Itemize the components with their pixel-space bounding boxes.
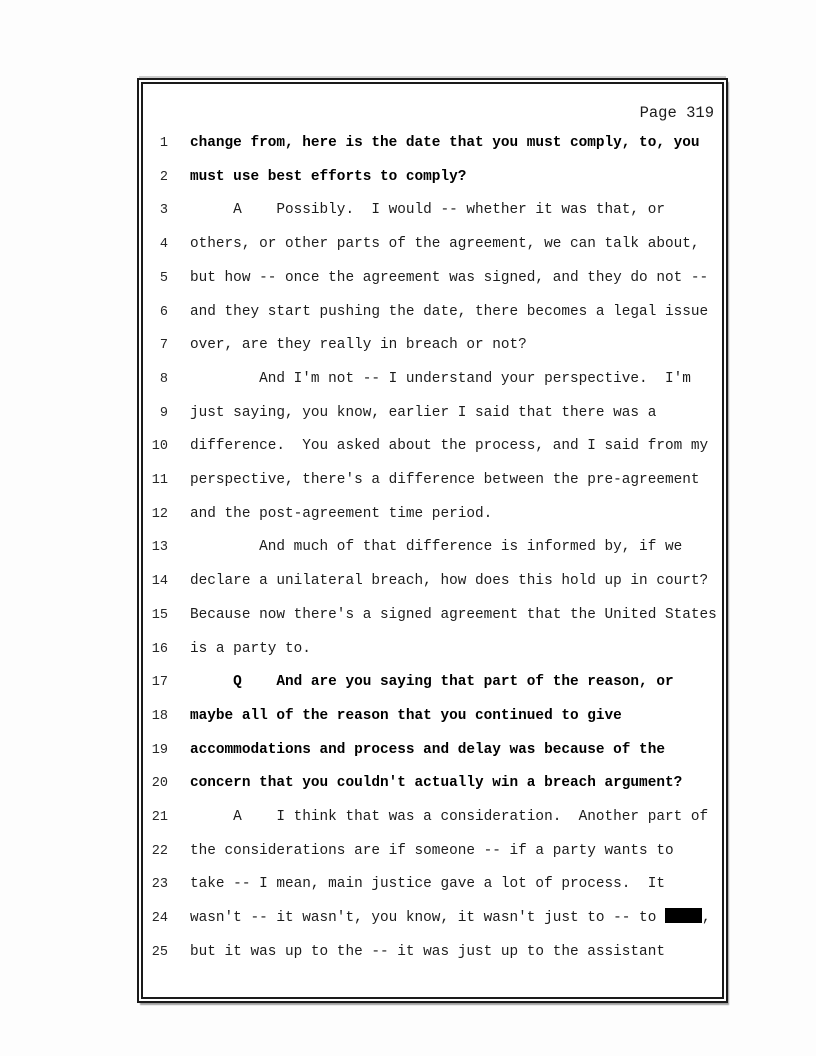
- line-text: Because now there's a signed agreement that the United States: [190, 606, 717, 623]
- line-number: 25: [151, 944, 168, 960]
- line-number: 7: [159, 338, 168, 354]
- line-text: is a party to.: [190, 640, 311, 657]
- line-number: 1: [159, 136, 168, 151]
- transcript-line: [143, 936, 722, 970]
- transcript-line: [143, 464, 722, 498]
- line-text: and they start pushing the date, there becomes a legal issue: [190, 303, 709, 320]
- line-number: 8: [159, 371, 168, 387]
- line-text: A Possibly. I would -- whether it was that, or: [190, 202, 665, 219]
- line-text: and the post-agreement time period.: [190, 505, 493, 522]
- transcript-line: [143, 599, 722, 633]
- transcript-line: [143, 397, 722, 431]
- line-number: 3: [159, 203, 168, 219]
- line-number: 5: [159, 270, 168, 286]
- line-number: 22: [151, 843, 168, 859]
- transcript-line: [143, 868, 722, 902]
- transcript-line: [143, 329, 722, 363]
- transcript-line: [143, 498, 722, 532]
- transcript-line: [143, 194, 722, 228]
- line-text: declare a unilateral breach, how does this hold up in court?: [190, 573, 709, 590]
- line-number: 20: [151, 776, 168, 792]
- transcript-line: [143, 666, 722, 700]
- line-text: but it was up to the -- it was just up to the assistant: [190, 943, 665, 960]
- transcript-line: [143, 228, 722, 262]
- line-text: Q And are you saying that part of the reason, or: [190, 674, 674, 691]
- line-number: 16: [151, 641, 168, 657]
- transcript-page-frame: [137, 78, 728, 1003]
- line-number: 24: [151, 911, 168, 927]
- transcript-lines: [143, 127, 722, 970]
- line-number: 17: [151, 675, 168, 691]
- line-text: A I think that was a consideration. Another part of: [190, 809, 709, 826]
- line-text: wasn't -- it wasn't, you know, it wasn't just to -- to ,: [190, 910, 711, 927]
- line-number: 13: [151, 540, 168, 556]
- line-number: 4: [159, 237, 168, 253]
- line-text: accommodations and process and delay was because of the: [190, 741, 665, 758]
- line-text: And much of that difference is informed by, if we: [190, 539, 683, 556]
- line-number: 11: [151, 473, 168, 489]
- line-number: 9: [159, 405, 168, 421]
- line-text: just saying, you know, earlier I said that there was a: [190, 404, 657, 421]
- transcript-line: [143, 127, 722, 161]
- transcript-line: [143, 801, 722, 835]
- line-number: 10: [151, 439, 168, 455]
- transcript-line: [143, 430, 722, 464]
- line-number: 18: [151, 708, 168, 724]
- transcript-line: [143, 633, 722, 667]
- transcript-line: [143, 734, 722, 768]
- line-text: difference. You asked about the process, and I said from my: [190, 438, 709, 455]
- line-number: 2: [159, 169, 168, 185]
- line-text: And I'm not -- I understand your perspective. I'm: [190, 370, 691, 387]
- line-text: over, are they really in breach or not?: [190, 337, 527, 354]
- line-text: but how -- once the agreement was signed, and they do not --: [190, 269, 709, 286]
- line-text: must use best efforts to comply?: [190, 168, 467, 185]
- line-number: 21: [151, 810, 168, 826]
- line-text: concern that you couldn't actually win a breach argument?: [190, 775, 683, 792]
- line-number: 6: [159, 304, 168, 320]
- transcript-line: [143, 363, 722, 397]
- line-number: 19: [151, 742, 168, 758]
- line-text: maybe all of the reason that you continued to give: [190, 707, 622, 724]
- line-text: change from, here is the date that you must comply, to, you: [190, 135, 700, 151]
- transcript-line: [143, 531, 722, 565]
- transcript-line: [143, 565, 722, 599]
- transcript-line: [143, 767, 722, 801]
- transcript-line: [143, 296, 722, 330]
- redaction-box: [665, 908, 702, 923]
- line-text: the considerations are if someone -- if a party wants to: [190, 842, 674, 859]
- line-text: others, or other parts of the agreement, we can talk about,: [190, 236, 700, 253]
- transcript-line: [143, 835, 722, 869]
- page-number-header: Page 319: [639, 104, 714, 122]
- transcript-line: [143, 902, 722, 936]
- transcript-line: [143, 161, 722, 195]
- transcript-line: [143, 700, 722, 734]
- line-number: 14: [151, 574, 168, 590]
- transcript-line: [143, 262, 722, 296]
- line-text: take -- I mean, main justice gave a lot of process. It: [190, 876, 665, 893]
- line-number: 12: [151, 506, 168, 522]
- line-text: perspective, there's a difference between the pre-agreement: [190, 472, 700, 489]
- line-number: 23: [151, 877, 168, 893]
- line-number: 15: [151, 607, 168, 623]
